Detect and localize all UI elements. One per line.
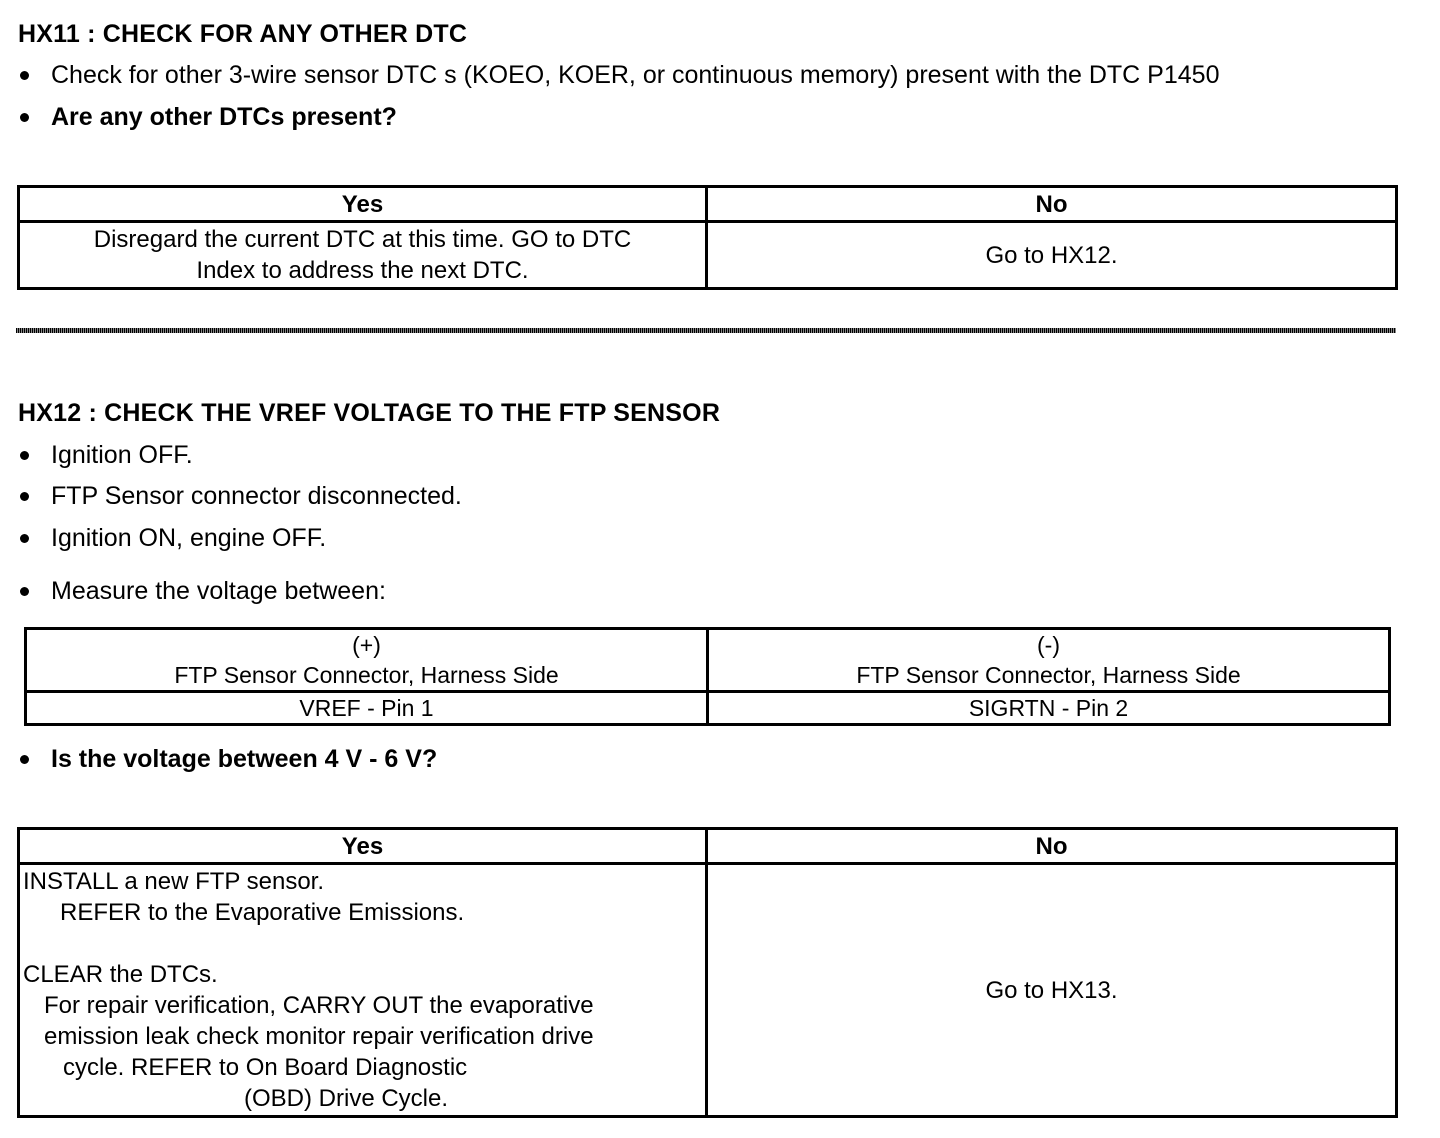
- hx12-yes-header: Yes: [19, 829, 707, 864]
- pos-label: FTP Sensor Connector, Harness Side: [174, 662, 559, 688]
- hx11-bullet-1: [18, 61, 1219, 90]
- yes-line: REFER to the Evaporative Emissions.: [60, 899, 465, 926]
- hx12-no-header: No: [707, 829, 1397, 864]
- bullet-icon: [20, 755, 29, 764]
- hx12-bullet-3: [18, 524, 326, 553]
- pos-pin: VREF - Pin 1: [26, 692, 708, 725]
- yes-line: INSTALL a new FTP sensor.: [23, 868, 325, 895]
- hx11-yes-line-2: Index to address the next DTC.: [196, 257, 529, 284]
- hx11-heading: HX11 : CHECK FOR ANY OTHER DTC: [18, 20, 468, 48]
- neg-pin: SIGRTN - Pin 2: [708, 692, 1390, 725]
- neg-label: FTP Sensor Connector, Harness Side: [856, 662, 1241, 688]
- hx11-yes-cell: [19, 222, 707, 289]
- yes-line: For repair verification, CARRY OUT the evaporative: [44, 992, 594, 1019]
- bullet-icon: [20, 451, 29, 460]
- hx12-no-cell: Go to HX13.: [707, 864, 1397, 1117]
- hx12-bullet-text: Ignition ON, engine OFF.: [51, 524, 327, 552]
- yes-line: cycle. REFER to On Board Diagnostic: [63, 1054, 468, 1081]
- hx12-heading: HX12 : CHECK THE VREF VOLTAGE TO THE FTP SENSOR: [18, 399, 721, 427]
- bullet-icon: [20, 492, 29, 501]
- hx11-no-header: No: [707, 187, 1397, 222]
- hx11-yes-header: Yes: [19, 187, 707, 222]
- hx12-bullet-4: [18, 577, 386, 606]
- hx12-bullet-text: FTP Sensor connector disconnected.: [51, 482, 462, 510]
- measure-pos-header: [26, 629, 708, 692]
- measure-table: [24, 627, 1391, 726]
- hx12-bullet-2: [18, 482, 462, 511]
- bullet-icon: [20, 113, 29, 122]
- hx12-question-text: Is the voltage between 4 V - 6 V?: [51, 745, 438, 773]
- measure-neg-header: [708, 629, 1390, 692]
- yes-line: (OBD) Drive Cycle.: [244, 1085, 449, 1112]
- bullet-icon: [20, 587, 29, 596]
- hx11-question: [18, 103, 397, 132]
- hx11-result-table: [17, 185, 1398, 290]
- hx12-yes-cell: [19, 864, 707, 1117]
- hx11-question-text: Are any other DTCs present?: [51, 103, 397, 131]
- hx12-bullet-text: Ignition OFF.: [51, 441, 193, 469]
- bullet-icon: [20, 534, 29, 543]
- hx11-bullet-text: Check for other 3-wire sensor DTC s (KOEO, KOER, or continuous memory) present with the DTC P1450: [51, 61, 1220, 89]
- hx12-bullet-text: Measure the voltage between:: [51, 577, 386, 605]
- section-divider: [16, 328, 1396, 333]
- bullet-icon: [20, 71, 29, 80]
- neg-symbol: (-): [1037, 632, 1060, 658]
- hx12-question: [18, 745, 437, 774]
- pos-symbol: (+): [352, 632, 381, 658]
- hx11-yes-line-1: Disregard the current DTC at this time. GO to DTC: [93, 226, 632, 253]
- yes-line: CLEAR the DTCs.: [23, 961, 218, 988]
- hx12-bullet-1: [18, 441, 193, 470]
- yes-line: emission leak check monitor repair verification drive: [44, 1023, 594, 1050]
- hx11-no-cell: Go to HX12.: [707, 222, 1397, 289]
- hx12-result-table: [17, 827, 1398, 1118]
